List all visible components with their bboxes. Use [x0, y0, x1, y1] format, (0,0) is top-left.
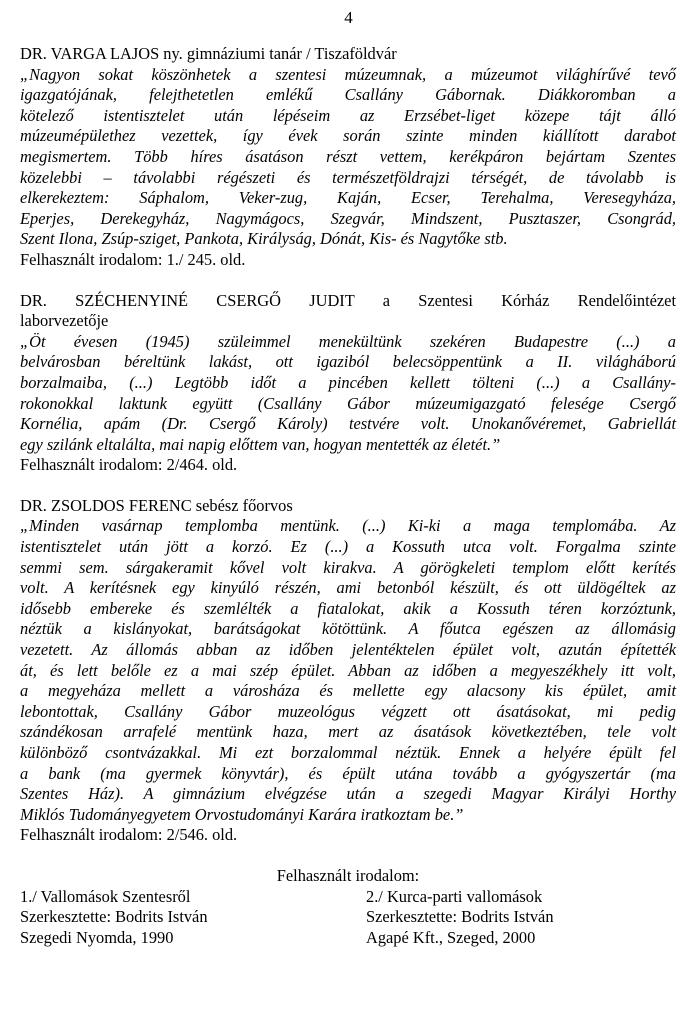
quote-line: át, és lett belőle ez a mai szép épület. Abban az időben a megyeszékhely itt volt, [20, 660, 676, 680]
quote-line: „Nagyon sokat köszönhetek a szentesi múzeumnak, a múzeumot világhírűvé tevő [20, 64, 676, 84]
quote-line: múzeumépülethez vezettek, így évek során szinte minden kiállított darabot [20, 126, 676, 146]
page-number: 4 [344, 8, 353, 27]
quote-line: különböző csontvázakkal. Mi ezt borzalommal néztük. Ennek a helyére épült fel [20, 743, 676, 762]
document-body [20, 44, 676, 948]
literature-line: Szerkesztette: Bodrits István [20, 907, 208, 927]
literature-line: 1./ Vallomások Szentesről [20, 886, 191, 906]
quote-line: Szent Ilona, Zsúp-sziget, Pankota, Királyság, Dónát, Kis- és Nagytőke stb. [20, 229, 508, 249]
quote-line: „Öt évesen (1945) szüleimmel menekültünk szekéren Budapestre (...) a [20, 331, 676, 351]
literature-line: Szerkesztette: Bodrits István [366, 907, 554, 927]
quote-line: lebontottak, Csallány Gábor muzeológus végzett ott ásatásokat, mi pedig [20, 701, 676, 721]
literature-section [20, 866, 676, 948]
entry-quote [20, 65, 676, 250]
entry-reference: Felhasznált irodalom: 1./ 245. old. [20, 249, 246, 269]
quote-line: Kornélia, apám (Dr. Csergő Károly) testvére volt. Unokanővéremet, Gabriellát [20, 414, 676, 434]
quote-line: rokonokkal laktunk együtt (Csallány Gábor múzeumigazgató felesége Csergő [20, 393, 676, 413]
quote-line: Szentes Ház). A gimnázium elvégzése után a szegedi Magyar Királyi Horthy [20, 784, 676, 804]
quote-line: volt. A kerítésnek egy kinyúló részén, ami betonból készült, és ott üldögéltek az [20, 578, 676, 598]
quote-line: Eperjes, Derekegyház, Nagymágocs, Szegvár, Mindszent, Pusztaszer, Csongrád, [20, 208, 676, 228]
quote-line: néztük a kislányokat, barátságokat kötöttünk. A főutca egészen az állomásig [20, 619, 676, 639]
literature-line: Szegedi Nyomda, 1990 [20, 927, 174, 947]
literature-columns [20, 887, 676, 949]
entry-heading: DR. VARGA LAJOS ny. gimnáziumi tanár / Tiszaföldvár [20, 44, 397, 63]
quote-line: egy szilánk eltalálta, mai napig előttem van, hogyan mentették az életét.” [20, 434, 501, 454]
entry-zsoldos-ferenc [20, 496, 676, 846]
literature-line: Agapé Kft., Szeged, 2000 [366, 927, 536, 947]
quote-line: közelebbi – távolabbi régészeti és természetföldrajzi térségét, de távolabb is [20, 167, 676, 187]
literature-line: 2./ Kurca-parti vallomások [366, 886, 543, 906]
quote-line: Miklós Tudományegyetem Orvostudományi Karára iratkoztam be.” [20, 804, 464, 824]
entry-heading: DR. ZSOLDOS FERENC sebész főorvos [20, 495, 293, 515]
entry-varga-lajos [20, 44, 676, 271]
entry-szechenyine-csergo-judit [20, 291, 676, 476]
entry-reference: Felhasznált irodalom: 2/464. old. [20, 455, 238, 475]
quote-line: elkerekeztem: Sáphalom, Veker-zug, Kaján, Ecser, Terehalma, Veresegyháza, [20, 188, 676, 208]
quote-line: szándékosan arrafelé mentünk haza, mert az ásatások következtében, tele volt [20, 722, 676, 742]
entry-quote [20, 332, 676, 456]
quote-line: semmi sem. sárgakeramit kővel volt kirakva. A görögkeleti templom előtt kerítés [20, 557, 676, 577]
quote-line: kötelező istentisztelet után lépéseim az Erzsébet-liget közepe tájt álló [20, 105, 676, 125]
quote-line: belvárosban béreltünk lakást, ott igaziból belecsöppentünk a II. világháború [20, 352, 676, 372]
quote-line: a bank (ma gyermek könyvtár), és épült utána tovább a gyógyszertár (ma [20, 763, 676, 783]
entry-heading: laborvezetője [20, 311, 109, 331]
entry-quote [20, 516, 676, 825]
quote-line: a megyeháza mellett a városháza és mellette egy alacsony kis épület, amit [20, 681, 676, 701]
quote-line: „Minden vasárnap templomba mentünk. (...) Ki-ki a maga templomába. Az [20, 516, 676, 536]
entry-heading: DR. SZÉCHENYINÉ CSERGŐ JUDIT a Szentesi Kórház Rendelőintézet [20, 290, 676, 310]
quote-line: igazgatójának, felejthetetlen emlékű Csallány Gábornak. Diákkoromban a [20, 85, 676, 105]
quote-line: megismertem. Több híres ásatáson részt vettem, kerékpáron bejártam Szentes [20, 146, 676, 166]
literature-title: Felhasznált irodalom: [276, 865, 420, 885]
entry-reference: Felhasznált irodalom: 2/546. old. [20, 825, 238, 845]
literature-source-2 [366, 887, 666, 949]
quote-line: idősebb embereke és szemlélték a fiatalokat, akik a Kossuth téren korzóztunk, [20, 598, 676, 618]
quote-line: vezetett. Az állomás abban az időben jelentéktelen épület volt, azután építették [20, 640, 676, 660]
quote-line: istentisztelet után jött a korzó. Ez (...) a Kossuth utca volt. Forgalma szinte [20, 537, 676, 557]
literature-source-1 [20, 887, 366, 949]
quote-line: borzalmaiba, (...) Legtöbb időt a pincében kellett tölteni (...) a Csallány- [20, 372, 676, 392]
